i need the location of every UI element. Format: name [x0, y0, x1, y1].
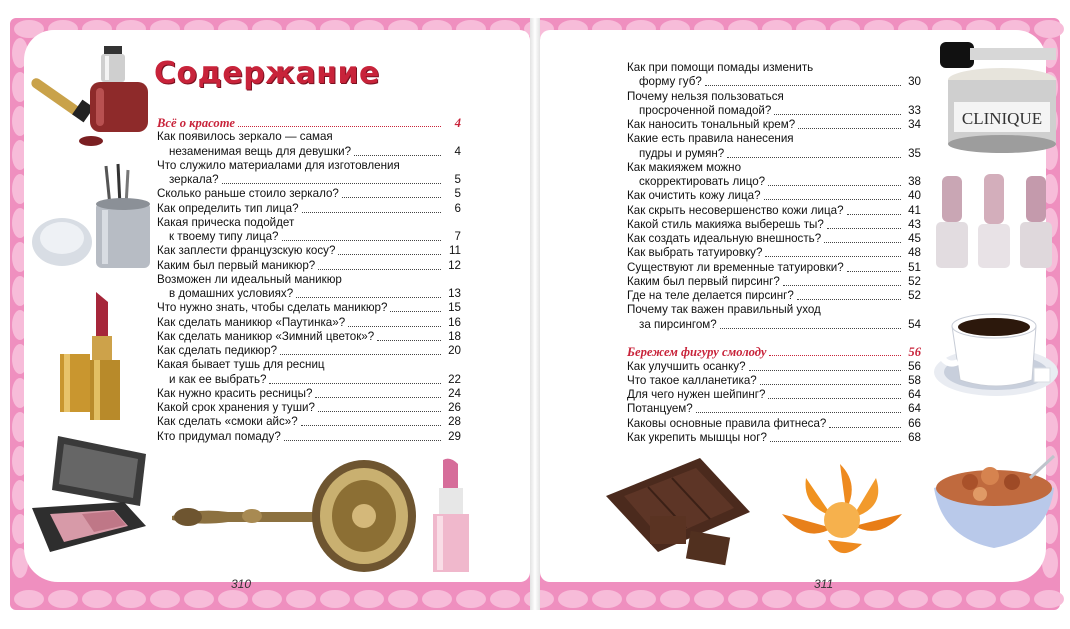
entry-title: незаменимая вещь для девушки? — [169, 144, 352, 158]
entry-title: Как заплести французскую косу? — [157, 244, 336, 258]
toc-section-heading — [627, 345, 921, 359]
dot-leader — [222, 173, 441, 184]
page-ref: 18 — [448, 329, 461, 343]
scallop — [660, 590, 690, 608]
eyeshadow-compact-illustration — [28, 434, 152, 558]
page-ref: 24 — [448, 386, 461, 400]
toc-entry-line — [157, 173, 461, 187]
page-ref: 45 — [908, 232, 921, 245]
page-ref: 22 — [448, 372, 461, 386]
toc-entry-line — [627, 374, 921, 388]
toc-entry-line — [157, 145, 461, 159]
dot-leader — [318, 259, 441, 270]
book-gutter — [530, 18, 540, 610]
toc-entry-line — [157, 287, 461, 301]
toc-entry-line — [627, 218, 921, 232]
coffee-cup-illustration — [932, 302, 1060, 400]
dot-leader — [282, 230, 441, 241]
scallop — [320, 590, 350, 608]
page-ref: 56 — [908, 345, 921, 360]
entry-title: Как очистить кожу лица? — [627, 189, 761, 203]
toc-entry-line — [157, 202, 461, 216]
dot-leader — [296, 287, 441, 298]
entry-title: Сколько раньше стоило зеркало? — [157, 187, 339, 201]
toc-entry-line — [627, 388, 921, 402]
entry-title: Каковы основные правила фитнеса? — [627, 416, 827, 430]
page-ref: 29 — [448, 429, 461, 443]
clinique-brand-label: CLINIQUE — [961, 109, 1043, 128]
toc-entry-line — [627, 175, 921, 189]
entry-title: Что нужно знать, чтобы сделать маникюр? — [157, 301, 388, 315]
dot-leader — [342, 187, 441, 198]
dot-leader — [284, 430, 441, 441]
toc-entry-line — [627, 147, 921, 161]
scallop — [592, 590, 622, 608]
dot-leader — [280, 344, 441, 355]
scallop — [150, 590, 180, 608]
toc-entry-line — [157, 216, 461, 230]
page-ref: 13 — [448, 287, 461, 300]
entry-title: форму губ? — [639, 75, 702, 89]
page-ref: 30 — [908, 75, 921, 89]
scallop — [898, 590, 928, 608]
section-title: Всё о красоте — [157, 116, 235, 130]
toc-entry-line — [627, 75, 921, 89]
entry-title: Почему нельзя пользоваться — [627, 89, 784, 103]
page-ref: 5 — [454, 173, 461, 186]
entry-title: Как появилось зеркало — самая — [157, 130, 333, 144]
scallop — [864, 590, 894, 608]
toc-entry-line — [627, 246, 921, 260]
entry-title: в домашних условиях? — [169, 287, 294, 300]
entry-title: Как при помощи помады изменить — [627, 61, 814, 74]
scallop — [422, 590, 452, 608]
page-ref: 20 — [448, 344, 461, 357]
scallop — [388, 590, 418, 608]
entry-title: Почему так важен правильный уход — [627, 303, 821, 317]
entry-title: Как укрепить мышцы ног? — [627, 430, 767, 444]
toc-entry-line — [627, 303, 921, 317]
toc-entry-line — [627, 318, 921, 332]
scallop — [456, 590, 486, 608]
scallop — [932, 590, 962, 608]
toc-entry-line — [157, 230, 461, 244]
toc-entry-line — [157, 330, 461, 344]
toc-entry-line — [627, 289, 921, 303]
scallop — [830, 590, 860, 608]
entry-title: Какая прическа подойдет — [157, 215, 295, 229]
entry-title: Что служило материалами для изготовления — [157, 158, 400, 172]
page-ref: 16 — [448, 315, 461, 329]
entry-title: зеркала? — [169, 173, 219, 186]
chocolate-bar-illustration — [604, 456, 752, 568]
toc-entry-line — [627, 232, 921, 246]
entry-title: Возможен ли идеальный маникюр — [157, 272, 342, 286]
candied-fruit-bowl-illustration — [930, 448, 1060, 552]
page-ref: 52 — [908, 289, 921, 302]
dot-leader — [768, 388, 901, 399]
scallop — [694, 590, 724, 608]
page-number-right: 311 — [814, 577, 834, 591]
scallop — [218, 590, 248, 608]
page-ref: 15 — [448, 301, 461, 315]
nail-polish-bottles-illustration — [932, 172, 1058, 272]
scallop — [286, 590, 316, 608]
nail-polish-illustration — [24, 44, 152, 150]
entry-title: Где на теле делается пирсинг? — [627, 289, 794, 302]
dot-leader — [765, 246, 901, 257]
toc-entry-line — [627, 118, 921, 132]
page-number-left: 310 — [231, 577, 252, 591]
lipstick-illustration — [56, 288, 128, 422]
scallop — [184, 590, 214, 608]
toc-entry-line — [627, 90, 921, 104]
page-ref: 64 — [908, 402, 921, 416]
toc-entry-line — [157, 344, 461, 358]
toc-entry-line — [157, 415, 461, 429]
toc-right-column — [627, 61, 921, 445]
entry-title: Как нужно красить ресницы? — [157, 386, 313, 400]
dot-leader — [783, 275, 901, 286]
toc-entry-line — [627, 61, 921, 75]
dot-leader — [797, 289, 901, 300]
dot-leader — [829, 417, 901, 428]
dot-leader — [774, 104, 901, 115]
entry-title: Как сделать маникюр «Зимний цветок»? — [157, 329, 375, 343]
dot-leader — [769, 345, 901, 356]
entry-title: скорректировать лицо? — [639, 175, 766, 188]
page-ref: 34 — [908, 118, 921, 131]
dot-leader — [720, 318, 901, 329]
dot-leader — [315, 387, 441, 398]
entry-title: Какие есть правила нанесения — [627, 132, 794, 146]
toc-entry-line — [157, 301, 461, 315]
lip-gloss-illustration — [430, 458, 472, 576]
page-ref: 28 — [448, 415, 461, 429]
orange-peel-illustration — [776, 460, 906, 568]
dot-leader — [727, 147, 901, 158]
page-ref: 12 — [448, 258, 461, 272]
entry-title: Существуют ли временные татуировки? — [627, 260, 844, 274]
scallop — [82, 590, 112, 608]
dot-leader — [827, 218, 901, 229]
toc-entry-line — [157, 159, 461, 173]
page-ref: 56 — [908, 359, 921, 373]
entry-title: Какая бывает тушь для ресниц — [157, 358, 325, 372]
toc-entry-line — [627, 204, 921, 218]
entry-title: Как определить тип лица? — [157, 201, 299, 215]
page-ref: 35 — [908, 146, 921, 160]
scallop — [48, 590, 78, 608]
scallop — [966, 590, 996, 608]
entry-title: Какой срок хранения у туши? — [157, 401, 315, 414]
scallop — [1034, 590, 1064, 608]
dot-leader — [770, 431, 901, 442]
toc-entry-line — [627, 402, 921, 416]
entry-title: Для чего нужен шейпинг? — [627, 388, 766, 402]
toc-entry-line — [627, 360, 921, 374]
dot-leader — [847, 261, 901, 272]
page-ref: 43 — [908, 217, 921, 231]
dot-leader — [798, 118, 901, 129]
toc-entry-line — [157, 187, 461, 201]
toc-entry-line — [157, 401, 461, 415]
page-ref: 4 — [454, 144, 461, 158]
page-ref: 64 — [908, 388, 921, 402]
page-ref: 51 — [908, 260, 921, 274]
scallop — [116, 590, 146, 608]
page-ref: 40 — [908, 189, 921, 203]
page-ref: 38 — [908, 175, 921, 188]
page-ref: 58 — [908, 373, 921, 387]
toc-entry-line — [157, 130, 461, 144]
entry-title: Потанцуем? — [627, 402, 693, 416]
entry-title: к твоему типу лица? — [169, 230, 279, 243]
dot-leader — [824, 232, 901, 243]
toc-entry-line — [627, 104, 921, 118]
dot-leader — [348, 316, 441, 327]
toc-entry-line — [157, 273, 461, 287]
entry-title: Как улучшить осанку? — [627, 359, 746, 373]
dot-leader — [302, 202, 441, 213]
dot-leader — [318, 401, 441, 412]
toc-entry-line — [627, 189, 921, 203]
hand-mirror-illustration — [168, 456, 420, 578]
page-ref: 41 — [908, 203, 921, 217]
entry-title: Как сделать «смоки айс»? — [157, 415, 298, 429]
entry-title: Кто придумал помаду? — [157, 429, 281, 443]
dot-leader — [764, 189, 901, 200]
dot-leader — [338, 244, 441, 255]
entry-title: Как сделать педикюр? — [157, 344, 278, 357]
toc-entry-line — [157, 387, 461, 401]
page-ref: 26 — [448, 401, 461, 414]
page-ref: 4 — [454, 116, 461, 130]
page-ref: 5 — [454, 187, 461, 201]
page-ref: 52 — [908, 274, 921, 288]
scallop — [14, 590, 44, 608]
contents-title: Содержание — [154, 56, 380, 91]
page-ref: 33 — [908, 103, 921, 117]
page-ref: 7 — [454, 230, 461, 243]
scallop — [252, 590, 282, 608]
scallop — [626, 590, 656, 608]
dot-leader — [749, 360, 901, 371]
scallop — [796, 590, 826, 608]
section-title: Бережем фигуру смолоду — [627, 345, 767, 360]
toc-entry-line — [157, 244, 461, 258]
dot-leader — [238, 116, 441, 127]
entry-title: Как макияжем можно — [627, 160, 742, 174]
entry-title: Каким был первый маникюр? — [157, 258, 316, 272]
toc-entry-line — [627, 417, 921, 431]
entry-title: и как ее выбрать? — [169, 372, 267, 386]
toc-section-heading — [157, 116, 461, 130]
dot-leader — [760, 374, 901, 385]
entry-title: Как сделать маникюр «Паутинка»? — [157, 315, 346, 329]
toc-entry-line — [627, 161, 921, 175]
scallop — [728, 590, 758, 608]
entry-title: Как выбрать татуировку? — [627, 246, 763, 260]
toc-entry-line — [627, 275, 921, 289]
scallop — [1000, 590, 1030, 608]
page-ref: 54 — [908, 317, 921, 331]
dot-leader — [301, 415, 441, 426]
entry-title: Как наносить тональный крем? — [627, 118, 796, 131]
entry-title: пудры и румян? — [639, 146, 725, 160]
toc-entry-line — [627, 431, 921, 445]
dot-leader — [847, 204, 901, 215]
entry-title: за пирсингом? — [639, 317, 717, 331]
entry-title: Как создать идеальную внешность? — [627, 232, 822, 245]
dot-leader — [768, 175, 901, 186]
toc-entry-line — [627, 132, 921, 146]
dot-leader — [377, 330, 441, 341]
toc-entry-line — [157, 259, 461, 273]
toc-entry-line — [157, 358, 461, 372]
clinique-powder-illustration — [930, 40, 1058, 154]
entry-title: Какой стиль макияжа выберешь ты? — [627, 217, 824, 231]
page-ref: 48 — [908, 246, 921, 260]
dot-leader — [390, 301, 441, 312]
scallop — [1034, 20, 1064, 38]
toc-entry-line — [627, 261, 921, 275]
page-ref: 68 — [908, 430, 921, 444]
dot-leader — [269, 373, 441, 384]
manicure-set-illustration — [26, 162, 156, 272]
toc-entry-line — [157, 316, 461, 330]
toc-left-column — [157, 116, 461, 444]
scallop — [354, 590, 384, 608]
toc-entry-line — [627, 332, 921, 346]
entry-title: Что такое калланетика? — [627, 373, 757, 387]
toc-entry-line — [157, 430, 461, 444]
page-ref: 66 — [908, 416, 921, 430]
dot-leader — [696, 402, 901, 413]
dot-leader — [705, 75, 901, 86]
entry-title: Как скрыть несовершенство кожи лица? — [627, 203, 844, 217]
dot-leader — [354, 145, 441, 156]
page-ref: 6 — [454, 201, 461, 215]
scallop — [490, 590, 520, 608]
entry-title: просроченной помадой? — [639, 103, 772, 117]
entry-title: Каким был первый пирсинг? — [627, 274, 780, 288]
page-ref: 11 — [448, 244, 461, 258]
scallop — [558, 590, 588, 608]
scallop — [762, 590, 792, 608]
toc-entry-line — [157, 373, 461, 387]
